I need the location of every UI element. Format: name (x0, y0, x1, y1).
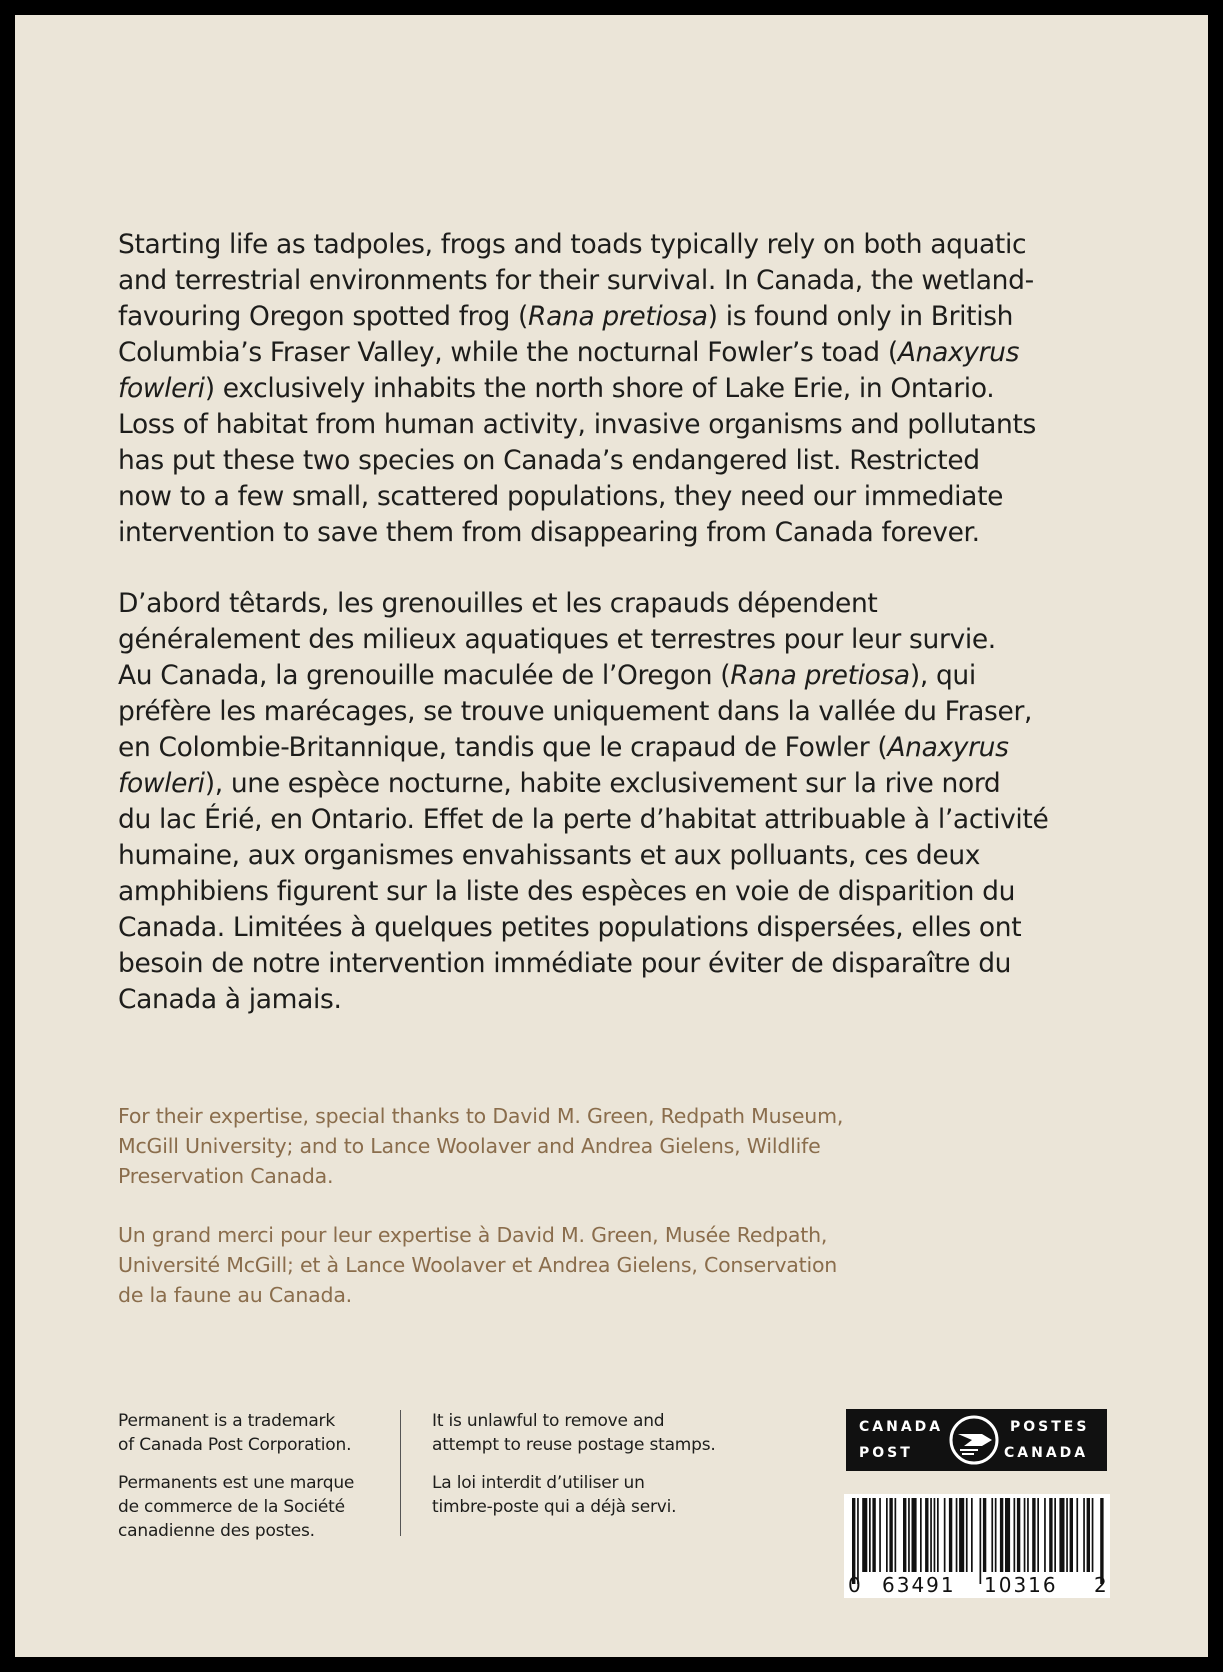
french-paragraph-line: amphibiens figurent sur la liste des espèces en voie de disparition du (118, 876, 1016, 907)
barcode-bar (1076, 1498, 1078, 1572)
barcode-bar (1044, 1498, 1046, 1572)
barcode-bar (959, 1498, 964, 1572)
french-paragraph-line: préfère les marécages, se trouve uniquement dans la vallée du Fraser, (118, 696, 1033, 727)
thanks-fr-line: Un grand merci pour leur expertise à David M. Green, Musée Redpath, (118, 1223, 828, 1247)
trademark-fr-line: canadienne des postes. (118, 1521, 315, 1541)
barcode-bars (844, 1494, 1110, 1598)
column-divider (400, 1410, 401, 1536)
english-paragraph-line: has put these two species on Canada’s endangered list. Restricted (118, 445, 980, 476)
barcode-bar (1005, 1498, 1010, 1572)
barcode-bar (1100, 1498, 1103, 1584)
barcode-bar (1032, 1498, 1035, 1572)
canada-post-logo (846, 1409, 1107, 1471)
thanks-en-line: Preservation Canada. (118, 1164, 334, 1188)
french-paragraph-line: Canada à jamais. (118, 984, 342, 1015)
english-paragraph-line: Columbia’s Fraser Valley, while the nocturnal Fowler’s toad (Anaxyrus (118, 337, 1020, 368)
thanks-fr-line: de la faune au Canada. (118, 1283, 353, 1307)
barcode-bar (1087, 1498, 1090, 1572)
barcode-bar (1083, 1498, 1085, 1572)
barcode-bar (886, 1498, 888, 1572)
barcode-bar (1054, 1498, 1056, 1572)
barcode-bar (971, 1498, 973, 1572)
barcode-bar (1059, 1498, 1064, 1572)
barcode-bar (1014, 1498, 1016, 1572)
legal-notice-french (432, 1471, 676, 1519)
french-paragraph-line: généralement des milieux aquatiques et terrestres pour leur survie. (118, 624, 996, 655)
trademark-fr-line: Permanents est une marque (118, 1473, 355, 1493)
barcode-bar (995, 1498, 997, 1572)
barcode-bar (1066, 1498, 1068, 1572)
barcode-bar (944, 1498, 946, 1572)
english-paragraph-line: Starting life as tadpoles, frogs and toads typically rely on both aquatic (118, 229, 1027, 260)
legal-notice-english (432, 1409, 716, 1457)
barcode-bar (920, 1498, 922, 1572)
upc-barcode (844, 1494, 1110, 1598)
barcode-digit-last: 2 (1094, 1573, 1107, 1597)
barcode-bar (1070, 1498, 1073, 1572)
logo-word-canada-fr: CANADA (1004, 1445, 1089, 1461)
barcode-bar (903, 1498, 906, 1572)
trademark-fr-line: de commerce de la Société (118, 1497, 345, 1517)
french-paragraph-line: du lac Érié, en Ontario. Effet de la perte d’habitat attribuable à l’activité (118, 804, 1049, 835)
law-fr-line: La loi interdit d’utiliser un (432, 1473, 645, 1493)
english-paragraph-line: Loss of habitat from human activity, invasive organisms and pollutants (118, 409, 1036, 440)
logo-word-postes: POSTES (1010, 1419, 1090, 1435)
back-cover (15, 15, 1208, 1657)
logo-word-post: POST (859, 1445, 913, 1461)
english-paragraph-line: fowleri) exclusively inhabits the north shore of Lake Erie, in Ontario. (118, 373, 995, 404)
barcode-bar (857, 1498, 859, 1584)
barcode-bar (937, 1498, 939, 1572)
trademark-en-line: of Canada Post Corporation. (118, 1435, 352, 1455)
french-paragraph-line: humaine, aux organismes envahissants et aux polluants, ces deux (118, 840, 981, 871)
french-description (118, 586, 1108, 1018)
barcode-digit-first: 0 (848, 1573, 861, 1597)
logo-word-canada-en: CANADA (859, 1419, 944, 1435)
thanks-fr-line: Université McGill; et à Lance Woolaver et Andrea Gielens, Conservation (118, 1253, 838, 1277)
barcode-bar (949, 1498, 952, 1572)
thanks-en-line: McGill University; and to Lance Woolaver and Andrea Gielens, Wildlife (118, 1134, 821, 1158)
french-paragraph-line: besoin de notre intervention immédiate pour éviter de disparaître du (118, 948, 1012, 979)
english-paragraph-line: now to a few small, scattered populations, they need our immediate (118, 481, 1004, 512)
acknowledgements-french (118, 1220, 918, 1310)
trademark-notice-english (118, 1409, 351, 1457)
barcode-bar (852, 1498, 855, 1584)
barcode-bar (1024, 1498, 1026, 1572)
barcode-bar (1027, 1498, 1029, 1572)
barcode-bar (895, 1498, 897, 1572)
barcode-bar (1000, 1498, 1003, 1572)
thanks-en-line: For their expertise, special thanks to David M. Green, Redpath Museum, (118, 1104, 844, 1128)
barcode-bar (889, 1498, 892, 1572)
barcode-bar (862, 1498, 867, 1572)
barcode-digits-right: 10316 (984, 1573, 1058, 1597)
eagle-emblem-icon (948, 1414, 1000, 1466)
barcode-digits-left: 63491 (882, 1573, 956, 1597)
barcode-bar (991, 1498, 993, 1572)
barcode-bar (930, 1498, 932, 1572)
barcode-bar (912, 1498, 917, 1572)
law-en-line: It is unlawful to remove and (432, 1411, 665, 1431)
barcode-bar (879, 1498, 881, 1572)
french-paragraph-line: en Colombie-Britannique, tandis que le crapaud de Fowler (Anaxyrus (118, 732, 1009, 763)
law-en-line: attempt to reuse postage stamps. (432, 1435, 716, 1455)
barcode-bar (983, 1498, 986, 1572)
barcode-bar (869, 1498, 871, 1572)
english-description (118, 227, 1108, 551)
trademark-en-line: Permanent is a trademark (118, 1411, 335, 1431)
barcode-bar (956, 1498, 958, 1572)
barcode-bar (966, 1498, 968, 1572)
barcode-bar (872, 1498, 875, 1572)
barcode-bar (1017, 1498, 1020, 1572)
barcode-bar (1092, 1498, 1094, 1572)
french-paragraph-line: Au Canada, la grenouille maculée de l’Oregon (Rana pretiosa), qui (118, 660, 976, 691)
barcode-bar (934, 1498, 936, 1572)
french-paragraph-line: fowleri), une espèce nocturne, habite exclusivement sur la rive nord (118, 768, 1001, 799)
acknowledgements-english (118, 1101, 918, 1191)
trademark-notice-french (118, 1471, 354, 1543)
english-paragraph-line: intervention to save them from disappearing from Canada forever. (118, 517, 980, 548)
french-paragraph-line: D’abord têtards, les grenouilles et les crapauds dépendent (118, 588, 878, 619)
barcode-bar (1037, 1498, 1039, 1572)
barcode-bar (1049, 1498, 1052, 1572)
french-paragraph-line: Canada. Limitées à quelques petites populations dispersées, elles ont (118, 912, 1022, 943)
law-fr-line: timbre-poste qui a déjà servi. (432, 1497, 677, 1517)
barcode-bar (925, 1498, 928, 1572)
barcode-bar (908, 1498, 910, 1572)
english-paragraph-line: favouring Oregon spotted frog (Rana pretiosa) is found only in British (118, 301, 1014, 332)
english-paragraph-line: and terrestrial environments for their survival. In Canada, the wetland- (118, 265, 1034, 296)
barcode-bar (980, 1498, 982, 1584)
